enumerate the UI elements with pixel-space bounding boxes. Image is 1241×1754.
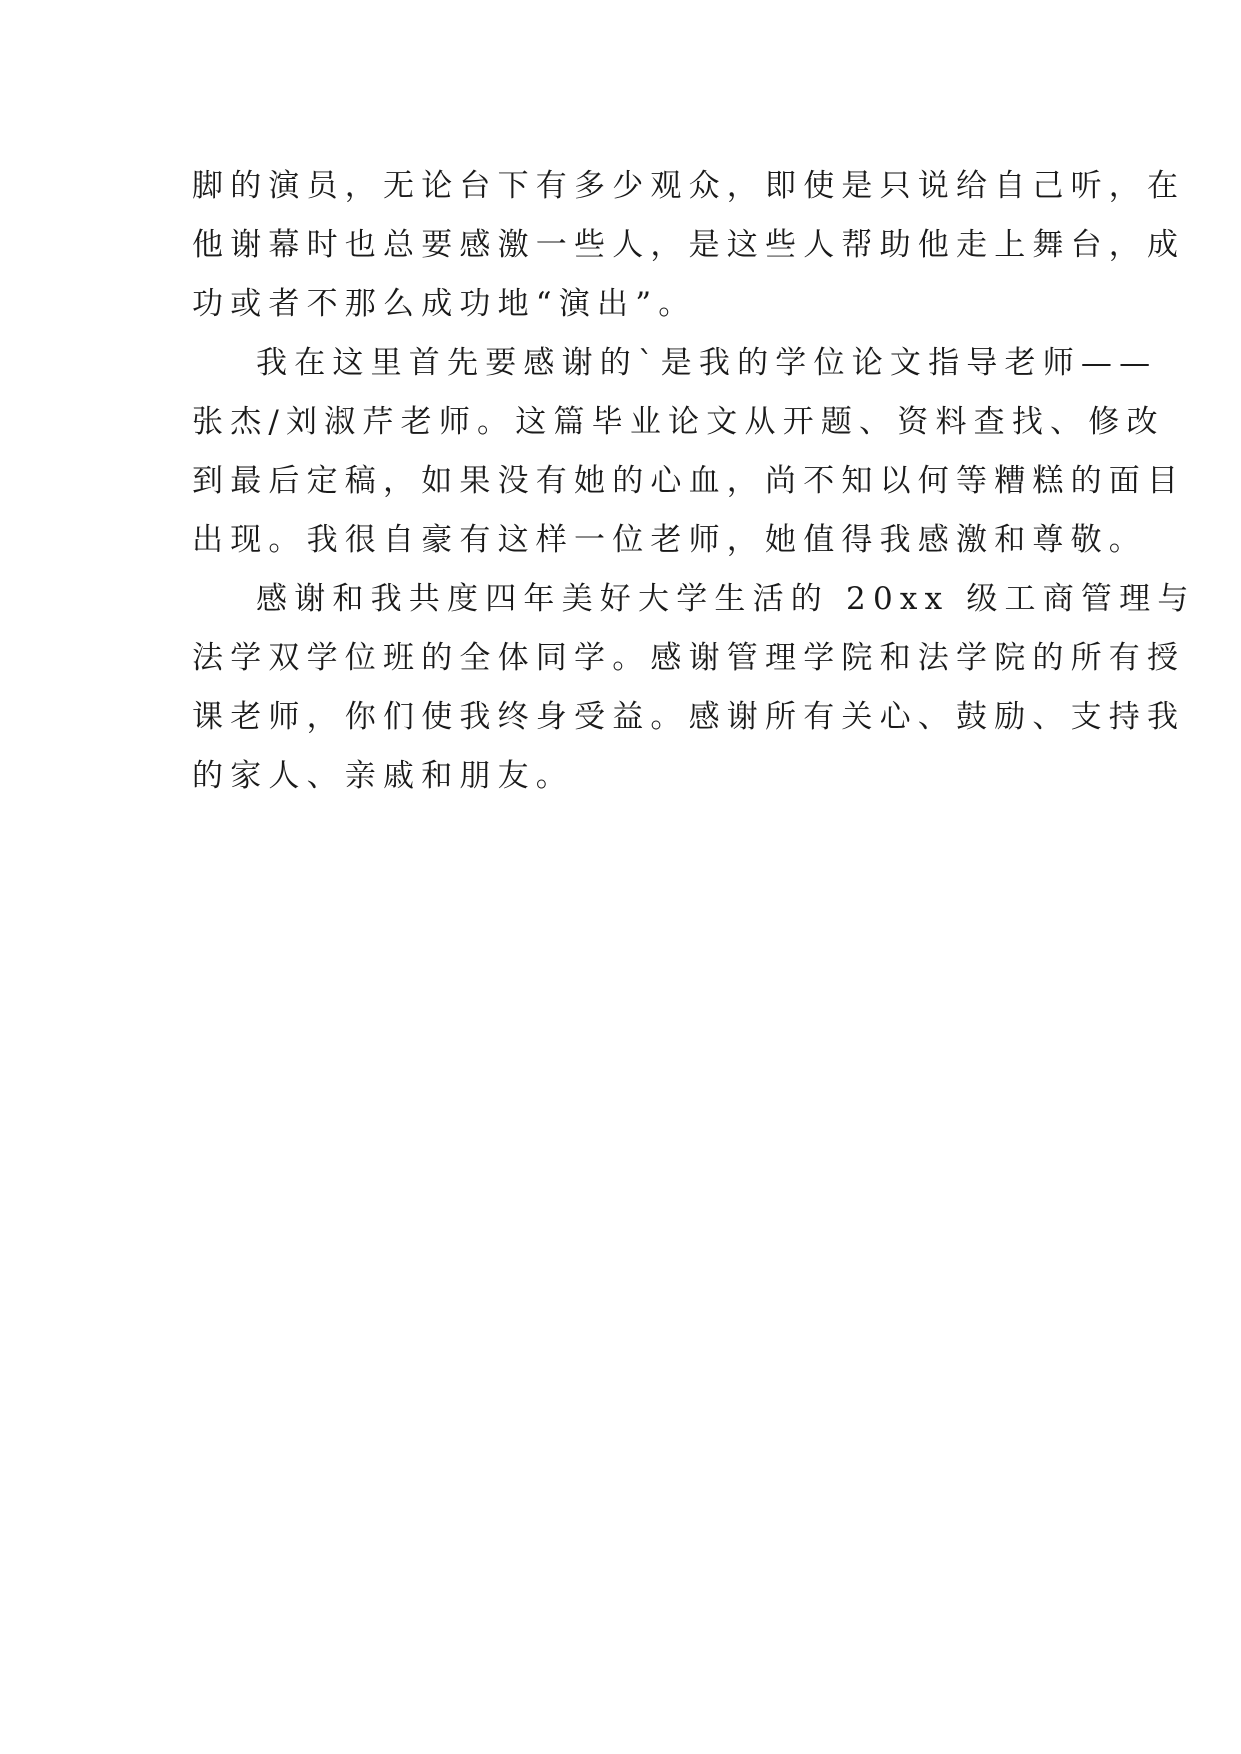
text-line: 课老师，你们使我终身受益。感谢所有关心、鼓励、支持我 [192,699,1186,735]
paragraph-1 [192,157,1186,334]
text-line: 感谢和我共度四年美好大学生活的 20xx 级工商管理与 [256,581,1196,617]
text-line: 法学双学位班的全体同学。感谢管理学院和法学院的所有授 [192,640,1186,676]
text-line: 功或者不那么成功地“演出”。 [192,286,697,322]
text-line: 的家人、亲戚和朋友。 [192,758,574,794]
paragraph-2 [192,334,1186,570]
text-line: 我在这里首先要感谢的`是我的学位论文指导老师—— [256,345,1158,381]
text-line: 脚的演员，无论台下有多少观众，即使是只说给自己听，在 [192,168,1186,204]
text-line: 到最后定稿，如果没有她的心血，尚不知以何等糟糕的面目 [192,463,1186,499]
text-line: 张杰/刘淑芹老师。这篇毕业论文从开题、资料查找、修改 [192,404,1165,440]
body-text [192,157,1196,806]
paragraph-3 [192,570,1196,806]
text-line: 他谢幕时也总要感激一些人，是这些人帮助他走上舞台，成 [192,227,1186,263]
text-line: 出现。我很自豪有这样一位老师，她值得我感激和尊敬。 [192,522,1147,558]
